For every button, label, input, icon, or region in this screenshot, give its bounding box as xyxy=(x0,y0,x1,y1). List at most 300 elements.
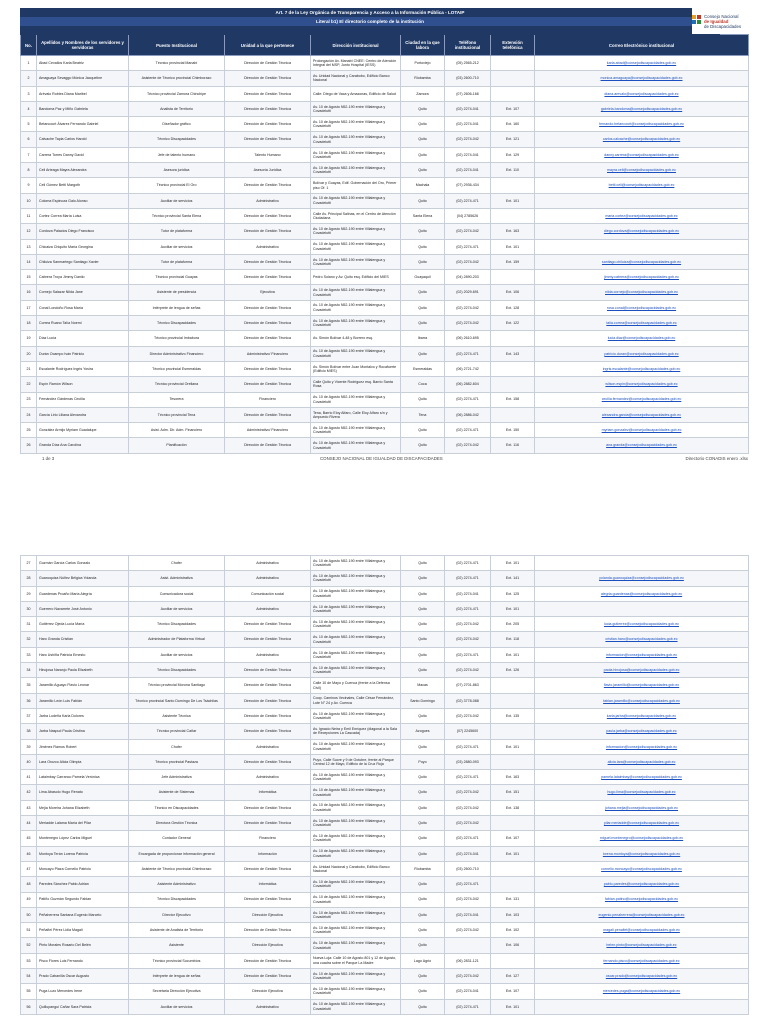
cell-number: 24 xyxy=(21,407,37,422)
cell-email[interactable]: betti.celi@consejodiscapacidades.gob.ec xyxy=(535,178,749,193)
cell-address: Bolívar y Guayas, Edif. Gobernación del Oro, Primer piso Of. 1 xyxy=(311,178,401,193)
cell-email[interactable]: pilar.meriadde@consejodiscapacidades.gob.ec xyxy=(535,816,749,831)
cell-name: Cabrera Troya Jimmy Danilo xyxy=(37,270,129,285)
cell-email[interactable]: eugenio.penaherrera@consejodiscapacidades.gob.ec xyxy=(535,907,749,922)
cell-number: 52 xyxy=(21,938,37,953)
cell-number: 14 xyxy=(21,254,37,269)
cell-number: 28 xyxy=(21,571,37,586)
cell-extension: Ext. 101 xyxy=(491,647,535,662)
cell-email[interactable]: informacion@consejodiscapacidades.gob.ec xyxy=(535,647,749,662)
cell-role: Técnico provincial Tena xyxy=(129,407,225,422)
cell-role: Contador General xyxy=(129,831,225,846)
cell-unit: Administrativo xyxy=(225,571,311,586)
cell-email[interactable]: lucia.gutierrez@consejodiscapacidades.gob.ec xyxy=(535,617,749,632)
cell-address: Av. 10 de Agosto N52-190 entre Villalengua y Covadelutti xyxy=(311,586,401,601)
cell-role: Técnico provincial Guayas xyxy=(129,270,225,285)
cell-city: Quito xyxy=(401,438,445,453)
cell-name: Patiño Guzmán Segundo Fabian xyxy=(37,892,129,907)
cell-city: Quito xyxy=(401,785,445,800)
cell-email[interactable]: karla.jarba@consejodiscapacidades.gob.ec xyxy=(535,708,749,723)
cell-role: Técnico provincial Pastaza xyxy=(129,754,225,769)
cell-address: Av. 10 de Agosto N52-190 entre Villalengua y Covadelutti xyxy=(311,601,401,616)
cell-name: Celi Arteaga Mayra Alexandra xyxy=(37,163,129,178)
cell-extension: Ext. 101 xyxy=(491,846,535,861)
cell-city: Quito xyxy=(401,800,445,815)
cell-name: Chiluiza Sanmartego Santiago Xavier xyxy=(37,254,129,269)
cell-phone: (02) 2274-471 xyxy=(445,239,491,254)
cell-extension xyxy=(491,678,535,693)
cell-number: 26 xyxy=(21,438,37,453)
cell-city: Quito xyxy=(401,316,445,331)
cell-email[interactable]: cornelio.moncayo@consejodiscapacidades.gob.ec xyxy=(535,861,749,876)
cell-email[interactable]: hugo.lima@consejodiscapacidades.gob.ec xyxy=(535,785,749,800)
cell-name: Jiménez Ramos Robert xyxy=(37,739,129,754)
cell-city: Quito xyxy=(401,101,445,116)
cell-email[interactable]: lucia.diaz@consejodiscapacidades.gob.ec xyxy=(535,331,749,346)
cell-name: Correa Ruano Talía Noemí xyxy=(37,316,129,331)
cell-address: Av. 10 de Agosto N52-190 entre Villalengua y Covadelutti xyxy=(311,224,401,239)
cell-phone: (02) 2274-042 xyxy=(445,132,491,147)
header-title: Art. 7 de la Ley Orgánica de Transparencia y Acceso a la Información Pública - LOTAIP xyxy=(20,8,720,17)
cell-email[interactable]: alicia.lara@consejodiscapacidades.gob.ec xyxy=(535,754,749,769)
cell-name: Cortez Correa María Luisa xyxy=(37,208,129,223)
cell-number: 21 xyxy=(21,361,37,376)
cell-unit: Dirección de Gestión Técnica xyxy=(225,663,311,678)
cell-address: Coop. Caminos Vecinales, Calle César Fernández, Lote N° 24 y Av. Cuenca xyxy=(311,693,401,708)
cell-name: Cornejo Salazar Nilda Jane xyxy=(37,285,129,300)
table-row xyxy=(21,556,749,571)
table-row xyxy=(21,969,749,984)
cell-address: Av. 10 de Agosto N52-190 entre Villalengua y Covadelutti xyxy=(311,999,401,1014)
table-row xyxy=(21,86,749,101)
cell-unit: Asesoría Jurídica xyxy=(225,163,311,178)
cell-unit: Informática xyxy=(225,877,311,892)
table-row xyxy=(21,285,749,300)
cell-email[interactable]: lorena.montoya@consejodiscapacidades.gob.ec xyxy=(535,846,749,861)
cell-unit: Dirección de Gestión Técnica xyxy=(225,208,311,223)
cell-email[interactable]: talia.correa@consejodiscapacidades.gob.ec xyxy=(535,316,749,331)
cell-phone: (02) 2274-041 xyxy=(445,846,491,861)
cell-email[interactable]: santiago.chiluiza@consejodiscapacidades.gob.ec xyxy=(535,254,749,269)
cell-phone: (02) 2274-471 xyxy=(445,392,491,407)
cell-number: 53 xyxy=(21,953,37,968)
cell-number: 15 xyxy=(21,270,37,285)
cell-email[interactable]: pablo.paredes@consejodiscapacidades.gob.ec xyxy=(535,877,749,892)
cell-extension: Ext. 101 xyxy=(491,193,535,208)
cell-number: 10 xyxy=(21,193,37,208)
cell-number: 29 xyxy=(21,586,37,601)
cell-name: Pinto Morales Rosario Del Belén xyxy=(37,938,129,953)
cell-phone: (07) 2606-166 xyxy=(445,86,491,101)
cell-unit: Dirección de Gestión Técnica xyxy=(225,923,311,938)
table-row xyxy=(21,147,749,162)
cell-email[interactable]: ingris.escalante@consejodiscapacidades.gob.ec xyxy=(535,361,749,376)
cell-address: Av. 10 de Agosto N52-190 entre Villalengua y Covadelutti xyxy=(311,147,401,162)
cell-role: Secretaria Dirección Ejecutiva xyxy=(129,984,225,999)
cell-city: Quito xyxy=(401,877,445,892)
cell-phone: (02) 2029-691 xyxy=(445,285,491,300)
cell-number: 40 xyxy=(21,754,37,769)
cell-email[interactable]: jimmy.cabrera@consejodiscapacidades.gob.ec xyxy=(535,270,749,285)
cell-address: Av. 10 de Agosto N52-190 entre Villalengua y Covadelutti xyxy=(311,117,401,132)
col-extension: Extensión telefónica xyxy=(491,35,535,56)
cell-city: Ibarra xyxy=(401,331,445,346)
cell-email[interactable]: fernando.betancourt@consejodiscapacidades.gob.ec xyxy=(535,117,749,132)
cell-email[interactable]: flavio.jaramillo@consejodiscapacidades.gob.ec xyxy=(535,678,749,693)
cell-phone: (04) 2890-203 xyxy=(445,270,491,285)
table-row xyxy=(21,861,749,876)
cell-unit: Administrativo xyxy=(225,556,311,571)
cell-name: Abad Cevallos Karla Beatriz xyxy=(37,56,129,71)
cell-extension: Ext. 159 xyxy=(491,254,535,269)
cell-role: Asistente de Técnico provincial Chimborazo xyxy=(129,861,225,876)
cell-email xyxy=(535,601,749,616)
page-number: 1 de 3 xyxy=(42,455,55,461)
cell-name: Hinojosa Naranjo Paola Elizabeth xyxy=(37,663,129,678)
cell-email[interactable]: monica.amaguaya@consejodiscapacidades.gob.ec xyxy=(535,71,749,86)
cell-city: Santo Domingo xyxy=(401,693,445,708)
directory-table-1 xyxy=(20,34,749,454)
header-spacer xyxy=(20,26,720,35)
cell-city: Quito xyxy=(401,969,445,984)
cell-number: 31 xyxy=(21,617,37,632)
cell-role: Técnico Discapacidades xyxy=(129,617,225,632)
cell-address: Av. 10 de Agosto N52-190 entre Villalengua y Covadelutti xyxy=(311,877,401,892)
table-row xyxy=(21,724,749,739)
cell-number: 44 xyxy=(21,816,37,831)
cell-phone: (02) 2274-042 xyxy=(445,785,491,800)
cell-email[interactable]: myriam.gonzalez@consejodiscapacidades.gob.ec xyxy=(535,423,749,438)
cell-phone: (06) 2882-604 xyxy=(445,377,491,392)
cell-number: 7 xyxy=(21,147,37,162)
cell-name: Prado Cabanilla Oscar Augusto xyxy=(37,969,129,984)
cell-extension: Ext. 118 xyxy=(491,632,535,647)
cell-number: 9 xyxy=(21,178,37,193)
cell-unit: Dirección de Gestión Técnica xyxy=(225,800,311,815)
cell-email[interactable]: miguel.montenegro@consejodiscapacidades.gob.ec xyxy=(535,831,749,846)
cell-role: Asistente de Sistemas xyxy=(129,785,225,800)
cell-email[interactable]: danny.carrera@consejodiscapacidades.gob.ec xyxy=(535,147,749,162)
cell-role: Auxiliar de servicios xyxy=(129,601,225,616)
cell-unit: Dirección de Gestión Técnica xyxy=(225,816,311,831)
cell-email[interactable]: karla.abad@consejodiscapacidades.gob.ec xyxy=(535,56,749,71)
cell-role: Intérprete de lengua de señas xyxy=(129,300,225,315)
cell-email[interactable]: cecilia.fernandez@consejodiscapacidades.gob.ec xyxy=(535,392,749,407)
cell-phone: (02) 2274-471 xyxy=(445,346,491,361)
cell-address: Nueva Loja: Calle 10 de Agosto 801 y 12 de Agosto, una cuadra sobre el Parque La Madre xyxy=(311,953,401,968)
cell-role: Asist. Adm. Dir. Adm. Financiero xyxy=(129,423,225,438)
cell-city: Zamora xyxy=(401,86,445,101)
cell-city: Quito xyxy=(401,816,445,831)
cell-address: Av. Ignacio Neira y Emil Enríquez (diagonal a la Sala de Recepciones La Cascada) xyxy=(311,724,401,739)
cell-role: Asistente xyxy=(129,938,225,953)
cell-extension: Ext. 102 xyxy=(491,923,535,938)
cell-unit: Dirección de Gestión Técnica xyxy=(225,316,311,331)
cell-unit: Financiero xyxy=(225,392,311,407)
cell-email[interactable]: ana.granda@consejodiscapacidades.gob.ec xyxy=(535,438,749,453)
table-row xyxy=(21,117,749,132)
cell-name: Durán Ocampo Iván Patricio xyxy=(37,346,129,361)
table-row xyxy=(21,785,749,800)
cell-extension xyxy=(491,208,535,223)
cell-email[interactable]: cristian.haro@consejodiscapacidades.gob.ec xyxy=(535,632,749,647)
cell-city: Portoviejo xyxy=(401,56,445,71)
cell-address: Pedro Solano y Av. Quito esq. Edificio del MIES xyxy=(311,270,401,285)
table-body-1 xyxy=(21,56,749,454)
cell-email[interactable]: paula.jarba@consejodiscapacidades.gob.ec xyxy=(535,724,749,739)
table-row xyxy=(21,693,749,708)
cell-extension: Ext. 163 xyxy=(491,770,535,785)
cell-unit: Dirección de Gestión Técnica xyxy=(225,407,311,422)
cell-role: Auxiliar de servicios xyxy=(129,647,225,662)
cell-email[interactable]: diana.arevalo@consejodiscapacidades.gob.ec xyxy=(535,86,749,101)
cell-phone: (02) 2274-042 xyxy=(445,923,491,938)
cell-unit: Dirección de Gestión Técnica xyxy=(225,331,311,346)
table-row xyxy=(21,56,749,71)
cell-city: Quito xyxy=(401,907,445,922)
table-row xyxy=(21,316,749,331)
cell-phone: (02) 2274-042 xyxy=(445,892,491,907)
cell-city: Quito xyxy=(401,617,445,632)
cell-address: Av. 10 de Agosto N52-190 entre Villalengua y Covadelutti xyxy=(311,632,401,647)
cell-address: Av. Unidad Nacional y Carabobo, Edificio Banco Nacional xyxy=(311,861,401,876)
cell-extension xyxy=(491,377,535,392)
cell-unit: Dirección de Gestión Técnica xyxy=(225,361,311,376)
table-row xyxy=(21,361,749,376)
table-row xyxy=(21,831,749,846)
cell-email[interactable]: fabian.jaramillo@consejodiscapacidades.gob.ec xyxy=(535,693,749,708)
table-row xyxy=(21,407,749,422)
cell-phone: (06) 2721-742 xyxy=(445,361,491,376)
cell-unit: Dirección de Gestión Técnica xyxy=(225,71,311,86)
cell-extension xyxy=(491,361,535,376)
cell-email[interactable]: fernando.pisco@consejodiscapacidades.gob.ec xyxy=(535,953,749,968)
cell-email[interactable]: alegria.guardenas@consejodiscapacidades.gob.ec xyxy=(535,586,749,601)
cell-email[interactable]: alexandra.garcia@consejodiscapacidades.gob.ec xyxy=(535,407,749,422)
cell-extension xyxy=(491,816,535,831)
table-row xyxy=(21,816,749,831)
cell-email[interactable]: carlos.calvache@consejodiscapacidades.gob.ec xyxy=(535,132,749,147)
cell-number: 56 xyxy=(21,999,37,1014)
cell-name: Guardenas Proaño María Alegría xyxy=(37,586,129,601)
cell-name: Calvache Tapia Carlos Harold xyxy=(37,132,129,147)
cell-unit: Administrativo/ Financiero xyxy=(225,423,311,438)
cell-city: Quito xyxy=(401,831,445,846)
cell-phone: (02) 2274-471 xyxy=(445,193,491,208)
cell-address: Av. 10 de Agosto N52-190 entre Villalengua y Covadelutti xyxy=(311,346,401,361)
cell-email[interactable]: oscar.prado@consejodiscapacidades.gob.ec xyxy=(535,969,749,984)
header-band xyxy=(20,8,720,34)
table-row xyxy=(21,708,749,723)
cell-unit: Dirección de Gestión Técnica xyxy=(225,117,311,132)
cell-city: Quito xyxy=(401,708,445,723)
cell-email[interactable]: diego.cordova@consejodiscapacidades.gob.ec xyxy=(535,224,749,239)
cell-phone: (04) 2785626 xyxy=(445,208,491,223)
cell-extension: Ext. 151 xyxy=(491,785,535,800)
cell-email[interactable]: nilda.cornejo@consejodiscapacidades.gob.ec xyxy=(535,285,749,300)
logo-text: Consejo Nacional de Igualdad de Discapacidades xyxy=(704,13,742,29)
cell-name: Jaramillo León Luis Fabián xyxy=(37,693,129,708)
cell-email[interactable]: rosa.conal@consejodiscapacidades.gob.ec xyxy=(535,300,749,315)
cell-name: González Armijo Myriam Guadalupe xyxy=(37,423,129,438)
cell-address: Av. 10 de Agosto N52-190 entre Villalengua y Covadelutti xyxy=(311,831,401,846)
cell-phone: (02) 2274-041 xyxy=(445,907,491,922)
cell-email[interactable]: johana.mejia@consejodiscapacidades.gob.ec xyxy=(535,800,749,815)
cell-name: Coloma Espinoza Galo Alonso xyxy=(37,193,129,208)
cell-city: Quito xyxy=(401,193,445,208)
cell-number: 11 xyxy=(21,208,37,223)
footer-filename: Directorio CONADIS enero .xlsx xyxy=(685,455,748,461)
cell-number: 54 xyxy=(21,969,37,984)
cell-name: Bandoma Paz y Miño Gabriela xyxy=(37,101,129,116)
cell-extension xyxy=(491,270,535,285)
cell-name: Betancourt Álvarez Fernando Gabriel xyxy=(37,117,129,132)
cell-email[interactable]: gabriela.bandoma@consejodiscapacidades.gob.ec xyxy=(535,101,749,116)
cell-address: Av. 10 de Agosto N52-190 entre Villalengua y Covadelutti xyxy=(311,571,401,586)
table-row xyxy=(21,438,749,453)
cell-unit: Administrativo xyxy=(225,239,311,254)
table-row xyxy=(21,846,749,861)
cell-unit: Administrativo xyxy=(225,601,311,616)
cell-number: 3 xyxy=(21,86,37,101)
cell-role: Técnico provincial Orellana xyxy=(129,377,225,392)
cell-name: Cordova Palacios Diego Francisco xyxy=(37,224,129,239)
col-name: Apellidos y Nombres de los servidores y servidoras xyxy=(37,35,129,56)
cell-number: 32 xyxy=(21,632,37,647)
cell-city: Quito xyxy=(401,892,445,907)
cell-extension: Ext. 110 xyxy=(491,163,535,178)
cell-name: Guanoquiza Núñez Bélgica Yolanda xyxy=(37,571,129,586)
cell-extension: Ext. 138 xyxy=(491,800,535,815)
table-row xyxy=(21,601,749,616)
cell-address: Av. 10 de Agosto N52-190 entre Villalengua y Covadelutti xyxy=(311,923,401,938)
cell-phone: (02) 2274-042 xyxy=(445,316,491,331)
directory-table-2 xyxy=(20,555,749,1015)
cell-address: Av. 10 de Agosto N52-190 entre Villalengua y Covadelutti xyxy=(311,907,401,922)
cell-address: Calle 10 de Mayo y Cuenca (frente a la Defensa Civil) xyxy=(311,678,401,693)
table-row xyxy=(21,770,749,785)
cell-number: 5 xyxy=(21,117,37,132)
cell-phone: (02) 2274-041 xyxy=(445,984,491,999)
cell-email[interactable]: patricio.duran@consejodiscapacidades.gob.ec xyxy=(535,346,749,361)
cell-email[interactable]: yolanda.guanoquiza@consejodiscapacidades.gob.ec xyxy=(535,571,749,586)
cell-unit: Administrativo xyxy=(225,739,311,754)
cell-unit: Dirección Ejecutiva xyxy=(225,984,311,999)
cell-phone: (07) 2936-434 xyxy=(445,178,491,193)
cell-address: Av. 10 de Agosto N52-190 entre Villalengua y Covadelutti xyxy=(311,969,401,984)
cell-name: Guzmán García Carlos Gonzalo xyxy=(37,556,129,571)
cell-extension: Ext. 122 xyxy=(491,316,535,331)
cell-phone: (02) 2274-471 xyxy=(445,647,491,662)
cell-unit: Dirección de Gestión Técnica xyxy=(225,708,311,723)
cell-email[interactable]: mercedes.puga@consejodiscapacidades.gob.ec xyxy=(535,984,749,999)
table-row xyxy=(21,754,749,769)
cell-address: Prolongación Av. Manabí CNEE: Centro de Atención Integral del MSP, Junto Hospital (IESS) xyxy=(311,56,401,71)
cell-email[interactable]: fabian.patino@consejodiscapacidades.gob.ec xyxy=(535,892,749,907)
cell-phone: (02) 2274-041 xyxy=(445,147,491,162)
cell-city: Quito xyxy=(401,770,445,785)
cell-role: Intérprete de lengua de señas xyxy=(129,969,225,984)
table-row xyxy=(21,346,749,361)
cell-unit: Dirección de Gestión Técnica xyxy=(225,132,311,147)
cell-role: Técnico provincial Santo Domingo De Los Tsáchilas xyxy=(129,693,225,708)
cell-city: Quito xyxy=(401,647,445,662)
cell-address: Calle: Diego de Vaca y Amazonas, Edificio de Salud xyxy=(311,86,401,101)
cell-email[interactable]: informacion@consejodiscapacidades.gob.ec xyxy=(535,739,749,754)
table-body-2 xyxy=(21,556,749,1015)
cell-city: Quito xyxy=(401,923,445,938)
cell-name: Meriadde Lalama María del Pilar xyxy=(37,816,129,831)
cell-address: Calle Av. Principal Salinas, en el Centro de Atención Ciudadana xyxy=(311,208,401,223)
cell-name: Espín Ramón Wilson xyxy=(37,377,129,392)
cell-phone: (02) 2274-471 xyxy=(445,739,491,754)
cell-city: Tena xyxy=(401,407,445,422)
cell-extension: Ext. 106 xyxy=(491,285,535,300)
cell-number: 55 xyxy=(21,984,37,999)
cell-email[interactable]: mayra.celi@consejodiscapacidades.gob.ec xyxy=(535,163,749,178)
cell-email[interactable]: maria.cortez@consejodiscapacidades.gob.ec xyxy=(535,208,749,223)
cell-email[interactable]: wilson.espin@consejodiscapacidades.gob.ec xyxy=(535,377,749,392)
cell-phone: (02) 2274-471 xyxy=(445,999,491,1014)
cell-name: Peñafiel Pérez Lidia Magalí xyxy=(37,923,129,938)
cell-name: Peñaherrera Santana Eugenio Marcelo xyxy=(37,907,129,922)
cell-name: Lataimbay Carranco Pamela Verónica xyxy=(37,770,129,785)
cell-role: Técnico Discapacidades xyxy=(129,132,225,147)
cell-unit: Información xyxy=(225,846,311,861)
cell-email[interactable]: belen.pinto@consejodiscapacidades.gob.ec xyxy=(535,938,749,953)
conadis-logo xyxy=(692,8,748,34)
table-row xyxy=(21,953,749,968)
cell-unit: Dirección de Gestión Técnica xyxy=(225,953,311,968)
cell-phone: (02) 2274-042 xyxy=(445,617,491,632)
cell-email[interactable]: magali.penafiel@consejodiscapacidades.gob.ec xyxy=(535,923,749,938)
cell-role: Chofer xyxy=(129,739,225,754)
page-footer xyxy=(20,454,748,464)
cell-email[interactable]: pamela.lataimbay@consejodiscapacidades.gob.ec xyxy=(535,770,749,785)
cell-extension: Ext. 107 xyxy=(491,984,535,999)
cell-extension xyxy=(491,71,535,86)
table-row xyxy=(21,892,749,907)
cell-city: Esmeraldas xyxy=(401,361,445,376)
cell-extension: Ext. 106 xyxy=(491,938,535,953)
cell-city: Quito xyxy=(401,224,445,239)
cell-unit: Dirección de Gestión Técnica xyxy=(225,892,311,907)
cell-number: 17 xyxy=(21,300,37,315)
cell-name: Haro Ushiña Patricia Ernesto xyxy=(37,647,129,662)
cell-role: Diseñador gráfico xyxy=(129,117,225,132)
cell-name: Jarba Ludeña Karla Dolores xyxy=(37,708,129,723)
cell-unit: Dirección de Gestión Técnica xyxy=(225,724,311,739)
cell-number: 4 xyxy=(21,101,37,116)
cell-unit: Dirección de Gestión Técnica xyxy=(225,300,311,315)
cell-name: Guerrero Navarrete José Antonio xyxy=(37,601,129,616)
cell-extension: Ext. 101 xyxy=(491,239,535,254)
cell-city: Quito xyxy=(401,285,445,300)
cell-email[interactable]: paola.hinojosa@consejodiscapacidades.gob.ec xyxy=(535,663,749,678)
col-no: No. xyxy=(21,35,37,56)
table-row xyxy=(21,101,749,116)
cell-name: Quillupangui Cañar Sara Patricia xyxy=(37,999,129,1014)
cell-extension: Ext. 127 xyxy=(491,969,535,984)
cell-role: Auxiliar de servicios xyxy=(129,239,225,254)
cell-phone: (02) 3778-088 xyxy=(445,693,491,708)
cell-unit: Dirección Ejecutiva xyxy=(225,907,311,922)
cell-unit: Dirección de Gestión Técnica xyxy=(225,617,311,632)
cell-unit: Administrativo/ Financiero xyxy=(225,346,311,361)
col-address: Dirección institucional xyxy=(311,35,401,56)
cell-phone: (02) 2274-042 xyxy=(445,224,491,239)
cell-number: 45 xyxy=(21,831,37,846)
